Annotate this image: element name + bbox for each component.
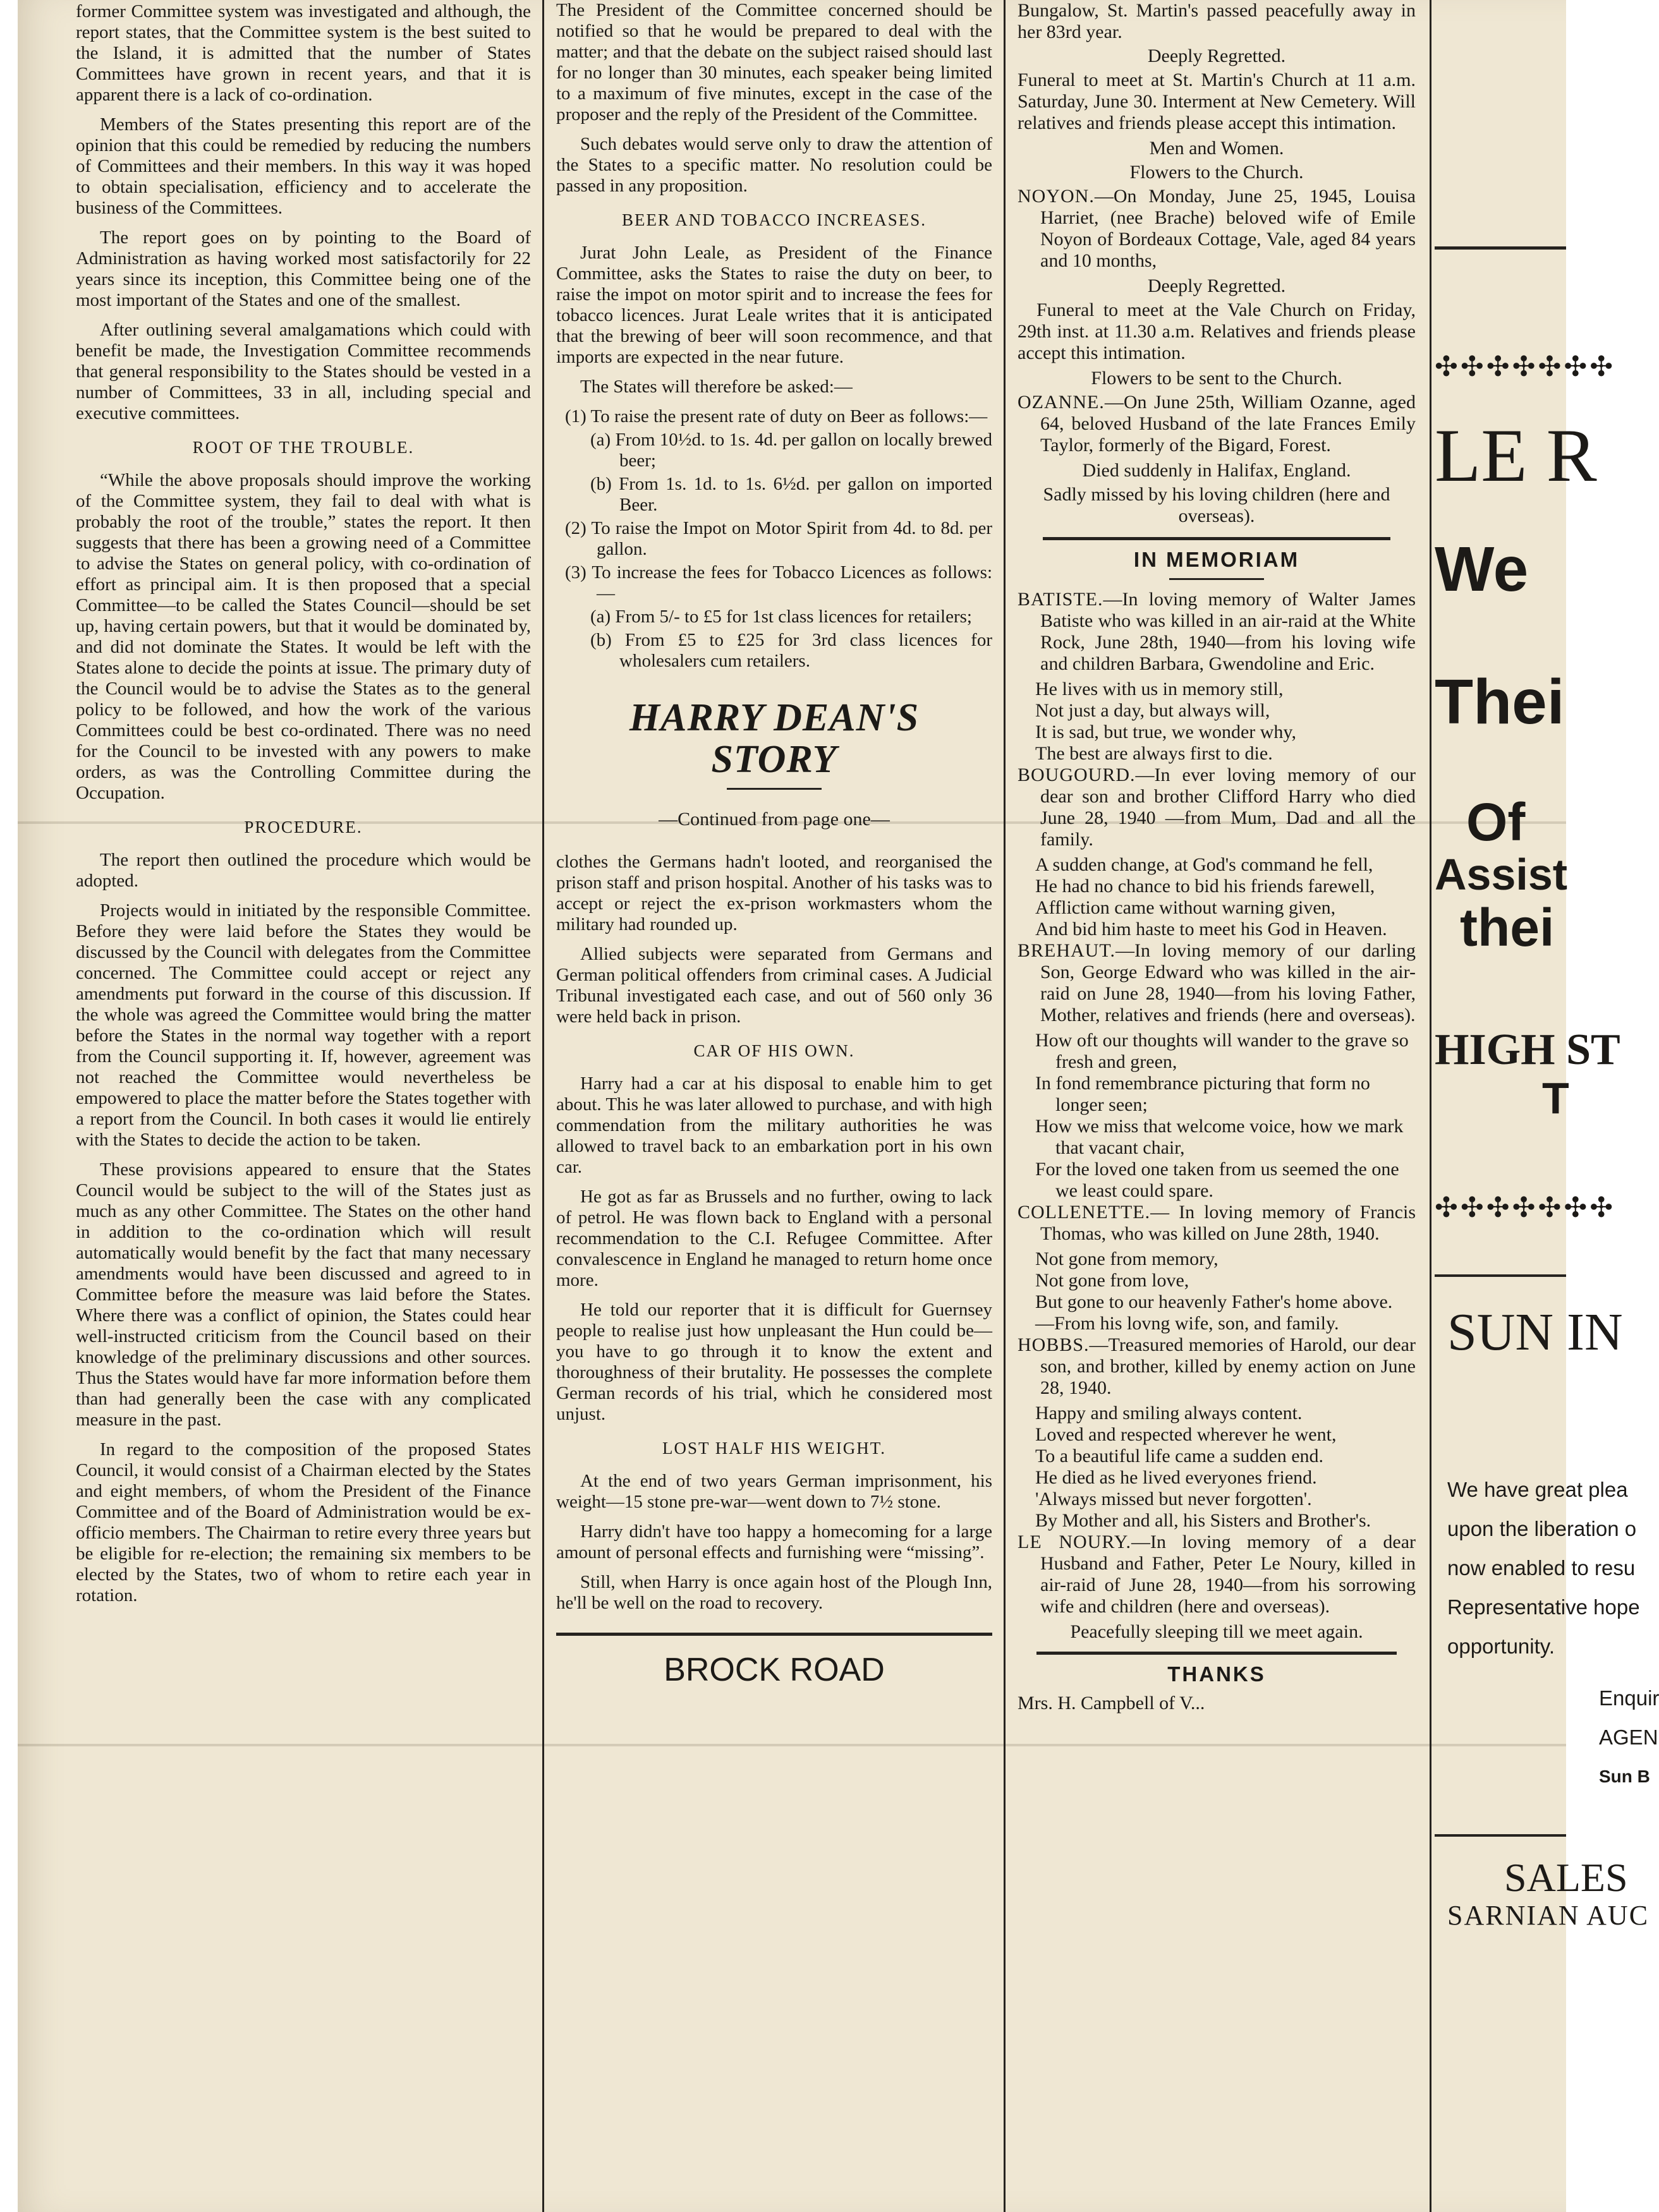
list-subitem: (b) From £5 to £25 for 3rd class licences for wholesalers cum retailers.: [590, 630, 992, 671]
paragraph: Members of the States presenting this report are of the opinion that this could be remedied by reducing the numbers of Committees and their members. In this way it was hoped to obtain specialisation, efficiency and to accelerate the business of the Committees.: [76, 114, 531, 218]
ad-heading: Assist: [1435, 850, 1568, 899]
ad-heading: Thei: [1435, 667, 1565, 737]
asked-list: [556, 406, 992, 672]
section-heading: PROCEDURE.: [244, 818, 363, 837]
death-notice: [1018, 186, 1416, 389]
list-item: (2) To raise the Impot on Motor Spirit from 4d. to 8d. per gallon.: [565, 518, 992, 559]
column-notices: [1018, 0, 1416, 2212]
title-rule: [727, 788, 822, 790]
paragraph: clothes the Germans hadn't looted, and reorganised the prison staff and prison hospital. Another of his tasks was to accept or reject the ex-prison workmasters whom the military had rounded up.: [556, 852, 992, 934]
ornament-border: ✣✣✣✣✣✣✣: [1435, 1192, 1616, 1223]
column-rule: [1430, 0, 1431, 2212]
verse-line: Not gone from memory,: [1035, 1248, 1218, 1269]
paragraph: The President of the Committee concerned should be notified so that he would be prepared to deal with the matter; and that the debate on the subject raised should last for no longer than 30 minutes, each speaker being limited to a maximum of five minutes, except in the case of the proposer and the reply of the President of the Committee.: [556, 0, 992, 124]
verse-line: But gone to our heavenly Father's home above.: [1035, 1291, 1393, 1312]
column-advertisements: [1435, 0, 1659, 2212]
list-subitem: (a) From 5/- to £5 for 1st class licences for retailers;: [590, 607, 972, 627]
story-title-line: STORY: [711, 738, 837, 781]
bottom-heading: BROCK ROAD: [664, 1652, 885, 1688]
paragraph: He told our reporter that it is difficult for Guernsey people to realise just how unpleasant the Hun could be—you have to go through it to know the extent and thoroughness of their brutality. He possesses the complete German records of his trial, which he considered most unjust.: [556, 1300, 992, 1424]
paragraph: These provisions appeared to ensure that the States Council would be subject to the will of the States just as much as any other Committee. The States on the other hand in addition to the co-ordination which will result automatically would benefit by the fact that many necessary amendments would have been discussed and agreed to in Committee before the measure was laid before the States. Where there was a conflict of opinion, the States could hear well-instructed criticism from the Council based on their knowledge of the preliminary discussions and other sources. Thus the States would have far more information before them than had generally been the case with any complicated measure in the past.: [76, 1159, 531, 1430]
notice-line: Flowers to the Church.: [1129, 162, 1304, 183]
ad-heading: We: [1435, 534, 1529, 605]
death-notice: [1018, 392, 1416, 527]
paragraph: He got as far as Brussels and no further, owing to lack of petrol. He was flown back to England with a personal recommendation to the C.I. Refugee Committee. After convalescence in England he managed to return home once more.: [556, 1187, 992, 1290]
paragraph: After outlining several amalgamations which could with benefit be made, the Investigation Committee recommends that general responsibility to the States should be vested in a number of Committees, 33 in all, including special and executive committees.: [76, 320, 531, 423]
verse-line: Peacefully sleeping till we meet again.: [1070, 1621, 1363, 1642]
column-states-report: [76, 0, 531, 2212]
list-item: (3) To increase the fees for Tobacco Licences as follows:—: [565, 562, 992, 603]
sarnian-heading: SARNIAN AUC: [1447, 1900, 1650, 1931]
ad-rule: [1435, 246, 1566, 250]
memoriam-notice: [1018, 940, 1416, 1202]
section-heading: BEER AND TOBACCO INCREASES.: [621, 210, 927, 229]
memoriam-heading: IN MEMORIAM: [1133, 548, 1300, 571]
paragraph: At the end of two years German imprisonment, his weight—15 stone pre-war—went down to 7½ stone.: [556, 1471, 992, 1512]
ad-line: upon the liberation o: [1447, 1517, 1637, 1540]
column-rule: [542, 0, 544, 2212]
notice-name: COLLENETTE.: [1018, 1202, 1151, 1223]
verse-line: Affliction came without warning given,: [1035, 897, 1336, 918]
ad-rule: [1435, 1834, 1566, 1837]
ad-heading: HIGH ST: [1435, 1025, 1620, 1074]
notice-line: Men and Women.: [1149, 138, 1284, 159]
notice-text: —In loving memory of a dear Husband and Father, Peter Le Noury, killed in air-raid of June 28, 1940—from his sorrowing wife and children (here and overseas).: [1040, 1532, 1416, 1617]
paragraph: Allied subjects were separated from Germans and German political offenders from criminal cases. A Judicial Tribunal investigated each case, and out of 560 only 36 were held back in prison.: [556, 944, 992, 1027]
verse-line: In fond remembrance picturing that form no longer seen;: [1035, 1073, 1370, 1115]
story-title-line: HARRY DEAN'S: [629, 696, 920, 739]
section-rule: [1043, 537, 1390, 540]
section-rule: [1036, 1652, 1397, 1655]
asked-intro: The States will therefore be asked:—: [580, 377, 853, 397]
verse-line: He had no chance to bid his friends farewell,: [1035, 876, 1375, 897]
memoriam-notice: [1018, 1334, 1416, 1532]
sun-ad-text: [1435, 1470, 1659, 1796]
list-subitem: (a) From 10½d. to 1s. 4d. per gallon on locally brewed beer;: [590, 430, 992, 471]
verse-line: The best are always first to die.: [1035, 743, 1273, 764]
memoriam-notice: [1018, 1202, 1416, 1334]
notice-name: OZANNE.: [1018, 392, 1105, 413]
notice-line: Bungalow, St. Martin's passed peacefully away in her 83rd year.: [1018, 0, 1416, 42]
notice-name: BOUGOURD.: [1018, 765, 1136, 785]
list-subitem: (b) From 1s. 1d. to 1s. 6½d. per gallon on imported Beer.: [590, 474, 992, 515]
thanks-heading: THANKS: [1167, 1662, 1266, 1686]
sales-heading: SALES: [1504, 1855, 1628, 1900]
ornament-border: ✣✣✣✣✣✣✣: [1435, 351, 1616, 382]
notice-line: Funeral to meet at the Vale Church on Friday, 29th inst. at 11.30 a.m. Relatives and friends please accept this intimation.: [1018, 299, 1416, 363]
notice-name: HOBBS.: [1018, 1334, 1090, 1355]
ad-heading: LE R: [1435, 413, 1597, 497]
sun-heading: SUN IN: [1447, 1303, 1623, 1362]
column-rule: [1004, 0, 1006, 2212]
verse-line: How we miss that welcome voice, how we mark that vacant chair,: [1035, 1116, 1404, 1158]
ad-line: now enabled to resu: [1447, 1556, 1636, 1580]
notice-line: Deeply Regretted.: [1147, 275, 1286, 296]
continued-text: —Continued from page one—: [659, 809, 890, 830]
notice-text: —In ever loving memory of our dear son and brother Clifford Harry who died June 28, 1940 —from Mum, Dad and all the family.: [1040, 765, 1416, 850]
list-item: (1) To raise the present rate of duty on Beer as follows:—: [565, 406, 988, 426]
verse-line: He died as he lived everyones friend.: [1035, 1467, 1317, 1488]
ad-line: Sun B: [1599, 1767, 1650, 1786]
memoriam-notice: [1018, 589, 1416, 765]
memoriam-notice: [1018, 765, 1416, 940]
paragraph: The report goes on by pointing to the Board of Administration as having worked most satisfactorily for 22 years since its inception, this Committee being one of the most important of the States and one of the smallest.: [76, 227, 531, 310]
ad-heading: Of: [1466, 792, 1526, 852]
section-heading: CAR OF HIS OWN.: [693, 1041, 855, 1060]
notice-name: NOYON.: [1018, 186, 1095, 207]
paragraph: former Committee system was investigated and although, the report states, that the Committee system is the best suited to the Island, it is admitted that the number of States Committees have grown in recent years, and that it is apparent there is a lack of co-ordination.: [76, 1, 531, 105]
notice-text: —On June 25th, William Ozanne, aged 64, beloved Husband of the late Frances Emily Taylor, formerly of the Bigard, Forest.: [1040, 392, 1416, 456]
verse-line: Not just a day, but always will,: [1035, 700, 1270, 721]
notice-name: LE NOURY.: [1018, 1532, 1131, 1552]
verse-line: —From his lovng wife, son, and family.: [1035, 1313, 1339, 1334]
section-rule: [556, 1633, 992, 1636]
notice-line: Funeral to meet at St. Martin's Church at 11 a.m. Saturday, June 30. Interment at New Cemetery. Will relatives and friends please accept this intimation.: [1018, 70, 1416, 133]
thanks-text: Mrs. H. Campbell of V...: [1018, 1693, 1205, 1713]
paragraph: In regard to the composition of the proposed States Council, it would consist of a Chairman elected by the States and eight members, of whom the President of the Finance Committee and of the Board of Administration would be ex-officio members. The Chairman to retire every three years but be eligible for re-election; the remaining six members to be elected by the States, two of whom to retire each year in rotation.: [76, 1439, 531, 1605]
notice-line: Died suddenly in Halifax, England.: [1082, 460, 1351, 481]
notice-text: —In loving memory of our darling Son, George Edward who was killed in the air-raid on June 28, 1940—from his loving Father, Mother, relatives and friends (here and overseas).: [1040, 940, 1416, 1025]
verse-line: He lives with us in memory still,: [1035, 679, 1284, 699]
verse-line: It is sad, but true, we wonder why,: [1035, 722, 1296, 742]
paragraph: Still, when Harry is once again host of the Plough Inn, he'll be well on the road to recovery.: [556, 1572, 992, 1613]
heading-rule: [1169, 578, 1264, 580]
paragraph: Harry had a car at his disposal to enable him to get about. This he was later allowed to purchase, and with high commendation from the military authorities he was allowed to travel back to an embarkation port in his own car.: [556, 1073, 992, 1177]
ad-line: opportunity.: [1447, 1635, 1555, 1658]
notice-text: —In loving memory of Walter James Batiste who was killed in an air-raid at the White Rock, June 28th, 1940—from his loving wife and children Barbara, Gwendoline and Eric.: [1040, 589, 1416, 674]
paragraph: Harry didn't have too happy a homecoming for a large amount of personal effects and furnishing were “missing”.: [556, 1521, 992, 1562]
story-title: [556, 697, 992, 780]
verse-line: A sudden change, at God's command he fell,: [1035, 854, 1373, 875]
verse-line: To a beautiful life came a sudden end.: [1035, 1446, 1324, 1466]
paragraph: Projects would in initiated by the responsible Committee. Before they were laid before the States they would be discussed by the Council with delegates from the Committee concerned. The Committee could accept or reject any amendments put forward in the course of this discussion. If the whole was agreed the Committee would bring the matter before the States in the normal way together with a report from the Council supporting it. If, however, agreement was not reached the Committee would nevertheless be empowered to place the matter before the States together with a report from the Council. In both cases it would lie entirely with the States to decide the action to be taken.: [76, 900, 531, 1150]
verse-line: For the loved one taken from us seemed the one we least could spare.: [1035, 1159, 1399, 1201]
notice-text: — In loving memory of Francis Thomas, who was killed on June 28th, 1940.: [1040, 1202, 1416, 1244]
ad-rule: [1435, 1274, 1566, 1277]
paragraph: “While the above proposals should improve the working of the Committee system, they fail to deal with what is probably the root of the trouble,” states the report. It then suggests that there has been a growing need of a Committee to advise the States on general policy, with co-ordination of effort as principal aim. It is then proposed that a special Committee—to be called the States Council—should be set up, having certain powers, but that it would be dominated by, and did not dominate the States. It would be left with the States alone to decide the points at issue. The primary duty of the Council would be to advise the States as to the general policy to be followed, and how the work of the various Committees could be best co-ordinated. There was no need for the Council to be invested with any powers to make orders, as was the Controlling Committee during the Occupation.: [76, 470, 531, 803]
verse-line: And bid him haste to meet his God in Heaven.: [1035, 919, 1387, 940]
section-heading: ROOT OF THE TROUBLE.: [192, 438, 415, 457]
ad-line: Representative hope: [1447, 1595, 1640, 1619]
notice-line: Flowers to be sent to the Church.: [1091, 368, 1342, 389]
ad-line: Enquir: [1599, 1686, 1659, 1710]
verse-line: By Mother and all, his Sisters and Brother's.: [1035, 1510, 1371, 1531]
verse-line: Happy and smiling always content.: [1035, 1403, 1303, 1423]
ad-heading: thei: [1460, 898, 1555, 957]
notice-text: —Treasured memories of Harold, our dear son, and brother, killed by enemy action on June 28, 1940.: [1040, 1334, 1416, 1398]
ad-line: We have great plea: [1447, 1478, 1628, 1501]
section-heading: LOST HALF HIS WEIGHT.: [662, 1439, 886, 1458]
verse-line: 'Always missed but never forgotten'.: [1035, 1489, 1312, 1509]
notice-text: —On Monday, June 25, 1945, Louisa Harriet, (nee Brache) beloved wife of Emile Noyon of Bordeaux Cottage, Vale, aged 84 years and 10 months,: [1040, 186, 1416, 271]
verse-line: Not gone from love,: [1035, 1270, 1189, 1291]
notice-name: BATISTE.: [1018, 589, 1103, 610]
continued-line: [556, 809, 992, 830]
paragraph: The report then outlined the procedure which would be adopted.: [76, 850, 531, 891]
verse-line: How oft our thoughts will wander to the grave so fresh and green,: [1035, 1030, 1409, 1072]
paragraph: Jurat John Leale, as President of the Finance Committee, asks the States to raise the duty on beer, to raise the impot on motor spirit and to increase the fees for tobacco licences. Jurat Leale writes that it is anticipated that the brewing of beer will soon recommence, and that imports are expected in the near future.: [556, 243, 992, 367]
memoriam-notice: [1018, 1532, 1416, 1643]
ad-line: AGEN: [1599, 1725, 1658, 1749]
verse-line: Loved and respected wherever he went,: [1035, 1424, 1337, 1445]
ad-heading: T: [1542, 1073, 1569, 1123]
notice-line: Deeply Regretted.: [1147, 45, 1286, 66]
notice-name: BREHAUT.: [1018, 940, 1115, 961]
notice-line: Sadly missed by his loving children (here and overseas).: [1043, 484, 1390, 526]
column-beer-and-story: [556, 0, 992, 2212]
paragraph: Such debates would serve only to draw the attention of the States to a specific matter. No resolution could be passed in any proposition.: [556, 134, 992, 196]
